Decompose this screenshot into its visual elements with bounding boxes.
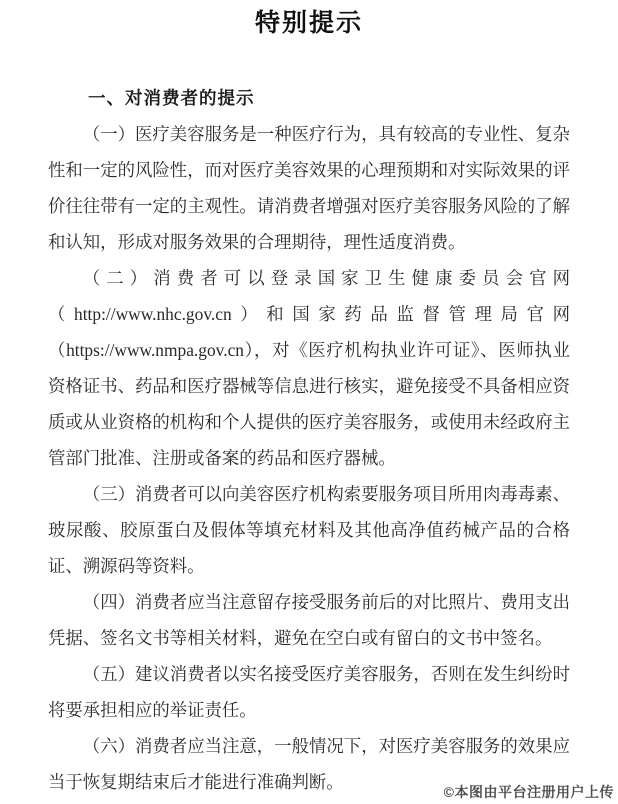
paragraph-6: （六）消费者应当注意，一般情况下，对医疗美容服务的效果应当于恢复期结束后才能进行准确判断。 (48, 736, 570, 792)
paragraph-4: （四）消费者应当注意留存接受服务前后的对比照片、费用支出凭据、签名文书等相关材料，避免在空白或有留白的文书中签名。 (48, 592, 570, 648)
paragraph-1: （一）医疗美容服务是一种医疗行为，具有较高的专业性、复杂性和一定的风险性，而对医疗美容效果的心理预期和对实际效果的评价往往带有一定的主观性。请消费者增强对医疗美容服务风险的了解和认知，形成对服务效果的合理期待，理性适度消费。 (48, 124, 570, 252)
document-body (48, 80, 570, 800)
paragraph-2: （二）消费者可以登录国家卫生健康委员会官网（http://www.nhc.gov.cn）和国家药品监督管理局官网（https://www.nmpa.gov.cn），对《医疗机构执业许可证》、医师执业资格证书、药品和医疗器械等信息进行核实，避免接受不具备相应资质或从业资格的机构和个人提供的医疗美容服务，或使用未经政府主管部门批准、注册或备案的药品和医疗器械。 (48, 268, 570, 468)
paragraph-5: （五）建议消费者以实名接受医疗美容服务，否则在发生纠纷时将要承担相应的举证责任。 (48, 664, 570, 720)
uploader-watermark: ©本图由平台注册用户上传 (443, 784, 614, 800)
document-title: 特别提示 (254, 10, 363, 37)
paragraph-3: （三）消费者可以向美容医疗机构索要服务项目所用肉毒毒素、玻尿酸、胶原蛋白及假体等填充材料及其他高净值药械产品的合格证、溯源码等资料。 (48, 484, 570, 576)
section-heading: 一、对消费者的提示 (88, 88, 255, 108)
